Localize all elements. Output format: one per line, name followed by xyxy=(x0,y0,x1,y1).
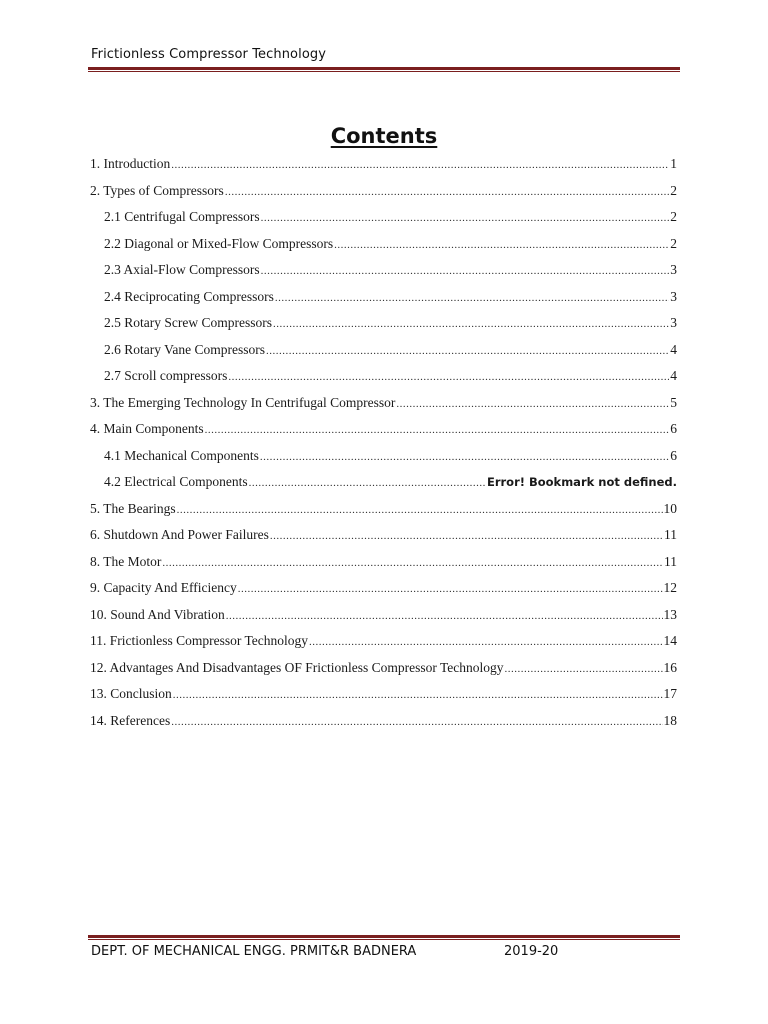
footer-department: DEPT. OF MECHANICAL ENGG. PRMIT&R BADNERA xyxy=(91,944,417,959)
toc-entry[interactable] xyxy=(104,469,677,495)
toc-entry[interactable] xyxy=(90,522,677,548)
toc-leader-dots xyxy=(273,311,669,337)
toc-entry-label: 3. The Emerging Technology In Centrifugal Compressor xyxy=(90,394,396,410)
toc-entry[interactable] xyxy=(90,575,677,601)
toc-leader-dots xyxy=(228,364,669,390)
toc-entry-label: 2.4 Reciprocating Compressors xyxy=(104,288,274,304)
toc-entry-label: 4.2 Electrical Components xyxy=(104,474,248,489)
toc-entry[interactable] xyxy=(90,416,677,442)
toc-entry-label: 2.2 Diagonal or Mixed-Flow Compressors xyxy=(104,235,334,251)
toc-entry[interactable] xyxy=(104,443,677,469)
footer-rule xyxy=(88,935,680,940)
toc-entry-page: 6 xyxy=(670,421,677,436)
toc-entry[interactable] xyxy=(90,681,677,707)
toc-leader-dots xyxy=(173,682,663,708)
toc-entry[interactable] xyxy=(90,390,677,416)
toc-leader-dots xyxy=(261,205,670,231)
toc-entry-page: 4 xyxy=(670,368,677,383)
toc-leader-dots xyxy=(505,656,663,682)
footer-year: 2019-20 xyxy=(504,944,559,959)
toc-leader-dots xyxy=(226,603,663,629)
toc-entry[interactable] xyxy=(104,231,677,257)
toc-leader-dots xyxy=(260,444,669,470)
toc-entry-label: 9. Capacity And Efficiency xyxy=(90,580,237,595)
toc-leader-dots xyxy=(270,523,663,549)
toc-entry-page: 16 xyxy=(663,659,677,675)
toc-leader-dots xyxy=(162,550,663,576)
toc-entry-label: 4. Main Components xyxy=(90,421,204,436)
toc-entry-page: 5 xyxy=(670,394,677,410)
toc-entry-page: 17 xyxy=(663,686,677,701)
toc-entry[interactable] xyxy=(90,628,677,654)
toc-leader-dots xyxy=(205,417,670,443)
toc-entry-page: 3 xyxy=(670,288,677,304)
toc-leader-dots xyxy=(396,391,669,417)
toc-entry-page: 1 xyxy=(670,156,677,171)
toc-entry-page: 11 xyxy=(664,553,677,569)
toc-entry-label: 12. Advantages And Disadvantages OF Frictionless Compressor Technology xyxy=(90,659,504,675)
toc-entry[interactable] xyxy=(90,655,677,681)
toc-leader-dots xyxy=(309,629,662,655)
toc-entry[interactable] xyxy=(90,602,677,628)
toc-entry-page: 13 xyxy=(663,606,677,622)
toc-entry-label: 11. Frictionless Compressor Technology xyxy=(90,633,309,648)
toc-entry-page: 2 xyxy=(670,235,677,251)
toc-leader-dots xyxy=(171,152,669,178)
toc-entry[interactable] xyxy=(104,337,677,363)
toc-entry[interactable] xyxy=(90,178,677,204)
toc-leader-dots xyxy=(238,576,663,602)
toc-entry[interactable] xyxy=(90,549,677,575)
toc-entry-label: 2.6 Rotary Vane Compressors xyxy=(104,341,265,357)
toc-entry-label: 14. References xyxy=(90,712,171,728)
toc-entry-page: 6 xyxy=(670,447,677,463)
toc-entry-label: 2. Types of Compressors xyxy=(90,182,224,198)
toc-entry-label: 2.3 Axial-Flow Compressors xyxy=(104,262,260,277)
toc-leader-dots xyxy=(171,709,662,735)
toc-leader-dots xyxy=(334,232,669,258)
toc-entry[interactable] xyxy=(104,310,677,336)
toc-leader-dots xyxy=(261,258,670,284)
toc-entry-page: 18 xyxy=(663,712,677,728)
toc-entry-label: 8. The Motor xyxy=(90,553,162,569)
toc-entry[interactable] xyxy=(90,708,677,734)
toc-entry[interactable] xyxy=(104,363,677,389)
toc-entry-label: 4.1 Mechanical Components xyxy=(104,447,259,463)
header-title: Frictionless Compressor Technology xyxy=(91,47,327,62)
toc-entry-label: 13. Conclusion xyxy=(90,686,172,701)
toc-entry-error: Error! Bookmark not defined. xyxy=(486,475,677,489)
toc-leader-dots xyxy=(266,338,669,364)
toc-entry[interactable] xyxy=(90,151,677,177)
toc-entry-label: 2.5 Rotary Screw Compressors xyxy=(104,315,272,330)
toc-entry-label: 6. Shutdown And Power Failures xyxy=(90,527,269,542)
toc-entry-page: 11 xyxy=(664,527,677,542)
toc-entry-label: 2.7 Scroll compressors xyxy=(104,368,228,383)
toc-leader-dots xyxy=(275,285,669,311)
header-rule xyxy=(88,67,680,72)
contents-heading: Contents xyxy=(330,124,438,148)
toc-entry-page: 2 xyxy=(670,209,677,224)
toc-leader-dots xyxy=(225,179,669,205)
toc-leader-dots xyxy=(177,497,663,523)
toc-entry-label: 5. The Bearings xyxy=(90,500,176,516)
toc-entry-page: 4 xyxy=(670,341,677,357)
toc-entry[interactable] xyxy=(104,257,677,283)
toc-leader-dots xyxy=(249,470,486,496)
toc-entry-page: 3 xyxy=(670,262,677,277)
toc-entry[interactable] xyxy=(104,284,677,310)
toc-entry[interactable] xyxy=(90,496,677,522)
toc-entry-page: 10 xyxy=(663,500,677,516)
toc-entry-page: 14 xyxy=(663,633,677,648)
toc-entry-page: 2 xyxy=(670,182,677,198)
toc-entry[interactable] xyxy=(104,204,677,230)
toc-entry-label: 2.1 Centrifugal Compressors xyxy=(104,209,260,224)
toc-entry-label: 1. Introduction xyxy=(90,156,171,171)
toc-entry-page: 12 xyxy=(663,580,677,595)
toc-entry-label: 10. Sound And Vibration xyxy=(90,606,225,622)
toc-entry-page: 3 xyxy=(670,315,677,330)
